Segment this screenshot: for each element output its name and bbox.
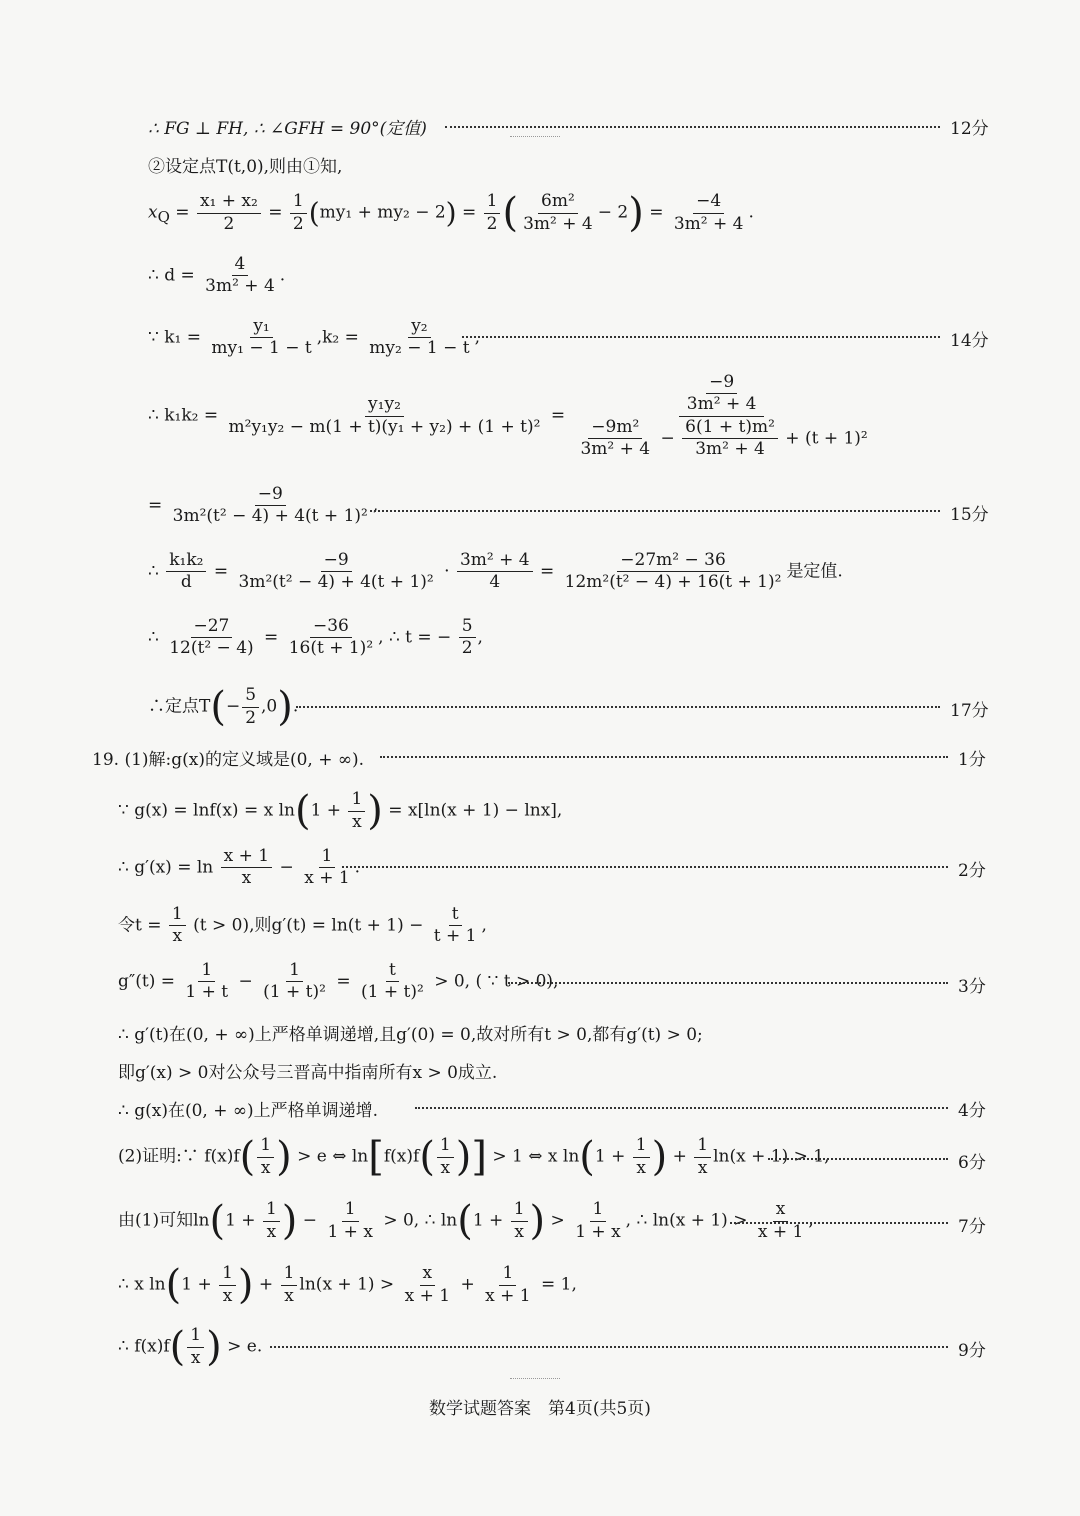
line-solve-t: ∴ $\frac{-27}{\text{12(t² − 4)}}$ = $\frac{-36}{\text{16(t + 1)²}}$ , ∴ t = − $\frac{5}{2}$ , [148,616,483,659]
score-12: 12分 [950,119,989,139]
score-2: 2分 [958,861,986,881]
score-4: 4分 [958,1101,986,1121]
line-k1k2-simplified: = $\frac{-9}{\text{3m²(t² − 4) + 4(t + 1)²}}$ , [148,484,379,527]
line-g-double-prime: g″(t) = $\frac{1}{1 + t}$ − $\frac{1}{\text{(1 + t)²}}$ = $\frac{t}{\text{(1 + t)²}}$ > 0, ( ∵ t > 0), [118,960,559,1003]
dot-leader [342,866,948,868]
dot-leader [445,126,940,128]
score-7: 7分 [958,1217,986,1237]
page-footer: 数学试题答案 第4页(共5页) [429,1399,651,1419]
line-let-t: 令t = $\frac{1}{x}$ (t > 0),则g′(t) = ln(t + 1) − $\frac{t}{t + 1}$ , [118,904,487,947]
dot-leader [296,706,940,708]
scan-mark [510,136,560,140]
dot-leader [462,336,940,338]
dot-leader [415,1107,948,1109]
line-fixed-point-t: ∴定点T(− $\frac{5}{2}$ ,0). [148,684,299,730]
line-monotonic-2: 即g′(x) > 0对公众号三晋高中指南所有x > 0成立. [118,1063,498,1083]
line-k1k2-over-d: ∴ $\frac{\text{k₁k₂}}{d}$ = $\frac{-9}{\text{3m²(t² − 4) + 4(t + 1)²}}$ · $\frac{\text{3m² + 4}}{4}$ = $\frac{\text{−27m² − 36}}{\text{12m²(t² − 4) + 16(t + 1)²}}$ 是定值. [148,550,843,593]
line-d: ∴ d = $\frac{4}{\text{3m² + 4}}$ . [148,254,286,297]
score-15: 15分 [950,505,989,525]
line-set-point-t: ②设定点T(t,0),则由①知, [148,157,343,177]
score-14: 14分 [950,331,989,351]
score-17: 17分 [950,701,989,721]
score-3: 3分 [958,977,986,997]
dot-leader [270,1346,948,1348]
line-by-part1: 由(1)可知ln(1 + $\frac{1}{x}$ ) − $\frac{1}{1 + x}$ > 0, ∴ ln(1 + $\frac{1}{x}$ ) > $\frac{1}{1 + x}$ , ∴ ln(x + 1) > $\frac{x}{x + 1}$ , [118,1198,814,1244]
line-g-prime-x: ∴ g′(x) = ln $\frac{x + 1}{x}$ − $\frac{1}{x + 1}$ . [118,846,361,889]
dot-leader [508,982,948,984]
line-k1-k2: ∵ k₁ = $\frac{\text{y₁}}{\text{my₁ − 1 − t}}$ ,k₂ = $\frac{\text{y₂}}{\text{my₂ − 1 − t}}$ , [148,316,480,359]
score-9: 9分 [958,1341,986,1361]
line-monotonic-1: ∴ g′(t)在(0, + ∞)上严格单调递增,且g′(0) = 0,故对所有t > 0,都有g′(t) > 0; [118,1025,703,1045]
line-sum: ∴ x ln(1 + $\frac{1}{x}$ ) + $\frac{1}{x}$ ln(x + 1) > $\frac{x}{x + 1}$ + $\frac{1}{x + 1}$ = 1, [118,1262,577,1308]
dot-leader [730,1222,948,1224]
dot-leader [380,756,948,758]
q19-part1-domain: 19. (1)解:g(x)的定义域是(0, + ∞). [92,750,365,770]
line-k1k2: ∴ k₁k₂ = $\frac{\text{y₁y₂}}{\text{m²y₁y₂ − m(1 + t)(y₁ + y₂) + (1 + t)²}}$ = $\frac{-9}{\text{3m² + 4}}$ $\frac{\text{−9m²}}{\text{3m² + 4}}$ − $\frac{\text{6(1 + t)m²}}{\text{3m² + 4}}$ + (t + 1)² [148,372,868,459]
dot-leader [370,510,940,512]
score-6: 6分 [958,1153,986,1173]
line-xq: $x_Q$ = $\frac{\text{x₁ + x₂}}{2}$ = $\frac{1}{2}$ (my₁ + my₂ − 2) = $\frac{1}{2}$ ( $\frac{\text{6m²}}{\text{3m² + 4}}$ − 2) = $\frac{-4}{\text{3m² + 4}}$ . [148,190,754,236]
line-fg-perp-fh: ∴ FG ⊥ FH, ∴ ∠GFH = 90°(定值) [148,119,427,139]
score-1: 1分 [958,750,986,770]
dot-leader [768,1158,948,1160]
line-gx-def: ∵ g(x) = lnf(x) = x ln(1 + $\frac{1}{x}$ ) = x[ln(x + 1) − lnx], [118,788,563,834]
line-monotonic-3: ∴ g(x)在(0, + ∞)上严格单调递增. [118,1101,379,1121]
line-part2-proof: (2)证明:∵ f(x)f( $\frac{1}{x}$ ) > e ⇔ ln[f(x)f( $\frac{1}{x}$ )] > 1 ⇔ x ln(1 + $\frac{1}{x}$ ) + $\frac{1}{x}$ ln(x + 1) > 1, [118,1134,830,1180]
scan-mark [510,1378,560,1382]
line-final: ∴ f(x)f( $\frac{1}{x}$ ) > e. [118,1324,263,1370]
